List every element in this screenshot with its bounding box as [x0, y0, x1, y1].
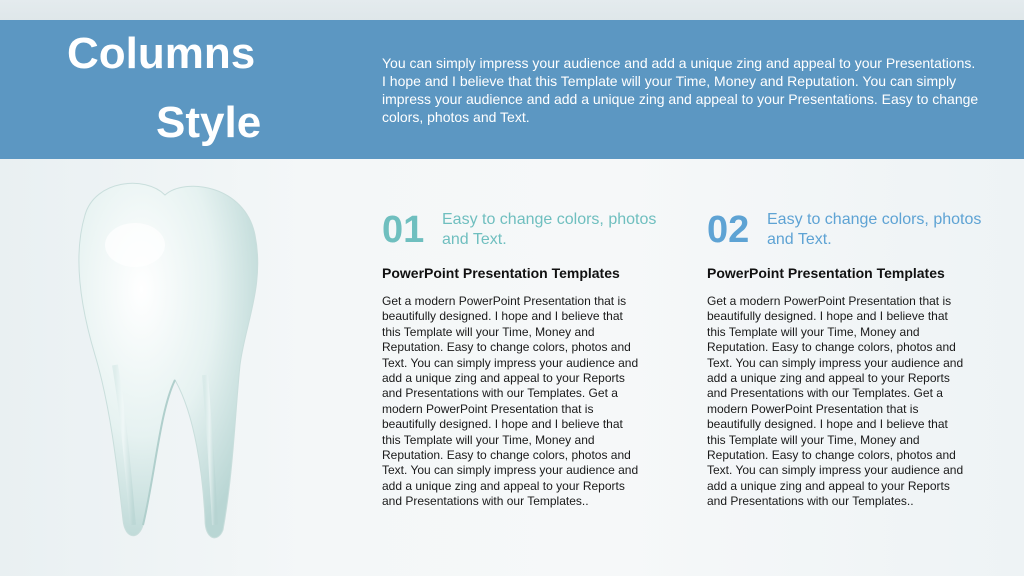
top-strip: [0, 0, 1024, 20]
column-subtitle: Easy to change colors, photos and Text.: [442, 211, 657, 248]
page-title-line-2: Style: [156, 98, 262, 147]
column-heading: PowerPoint Presentation Templates: [382, 265, 620, 281]
column-number: 01: [382, 209, 425, 251]
page-title-line-1: Columns: [67, 29, 256, 78]
column-subtitle: Easy to change colors, photos and Text.: [767, 211, 982, 248]
column-heading: PowerPoint Presentation Templates: [707, 265, 945, 281]
column-body: Get a modern PowerPoint Presentation that is beautifully designed. I hope and I believe that this Template will your Time, Money and Reputation. Easy to change colors, photos and Text. You can simply impress your audience and add a unique zing and appeal to your Reports and Presentations with our Templates. Get a modern PowerPoint Presentation that is beautifully designed. I hope and I believe that this Template will your Time, Money and Reputation. Easy to change colors, photos and Text. You can simply impress your audience and add a unique zing and appeal to your Reports and Presentations with our Templates..: [382, 294, 639, 509]
tooth-icon: [55, 175, 275, 545]
column-number: 02: [707, 209, 750, 251]
intro-text: You can simply impress your audience and add a unique zing and appeal to your Presentations. I hope and I believe that this Template will your Time, Money and Reputation. You can simply impress your audience and add a unique zing and appeal to your Presentations. Easy to change colors, photos and Text.: [382, 55, 979, 125]
column-body: Get a modern PowerPoint Presentation that is beautifully designed. I hope and I believe that this Template will your Time, Money and Reputation. Easy to change colors, photos and Text. You can simply impress your audience and add a unique zing and appeal to your Reports and Presentations with our Templates. Get a modern PowerPoint Presentation that is beautifully designed. I hope and I believe that this Template will your Time, Money and Reputation. Easy to change colors, photos and Text. You can simply impress your audience and add a unique zing and appeal to your Reports and Presentations with our Templates..: [707, 294, 964, 509]
